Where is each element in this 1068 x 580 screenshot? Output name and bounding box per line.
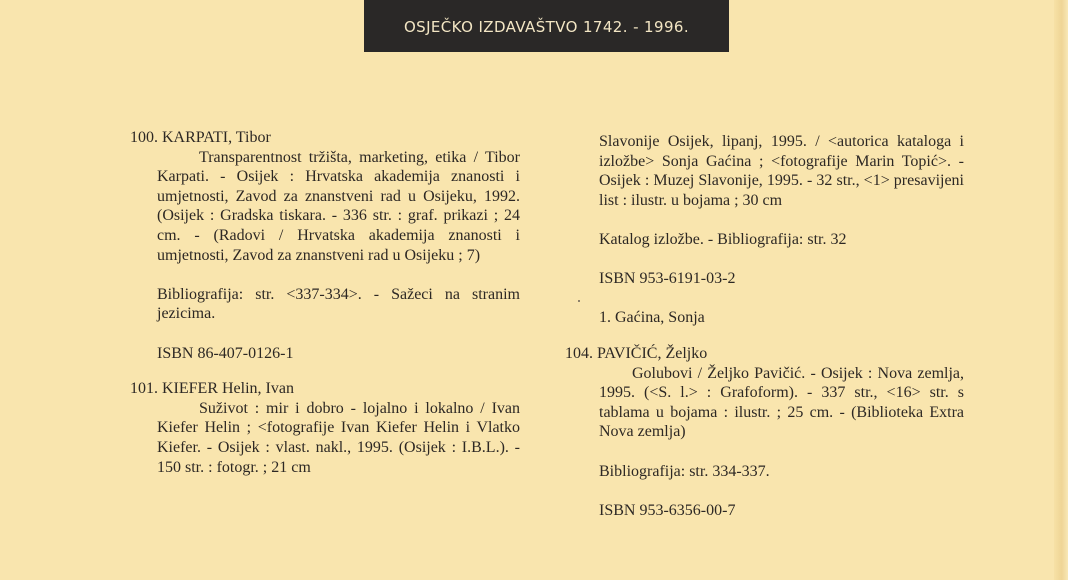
entry-101 — [130, 379, 520, 477]
entry-100 — [130, 128, 520, 363]
entry-note: Katalog izložbe. - Bibliografija: str. 32 — [599, 230, 847, 248]
entry-added-entry: 1. Gaćina, Sonja — [599, 309, 705, 327]
paper-speck — [578, 300, 580, 302]
entry-description: Transparentnost tržišta, marketing, etika / Tibor Karpati. - Osijek : Hrvatska akademija znanosti i umjetnosti, Zavod za znanstveni rad u Osijeku, 1992. (Osijek : Gradska tiskara. - 336 str. : graf. prikazi ; 24 cm. - (Radovi / Hrvatska akademija znanosti i umjetnosti, Zavod za znanstveni rad u Osijeku ; 7) — [157, 148, 520, 264]
entry-104 — [565, 344, 964, 520]
entry-note: Bibliografija: str. 334-337. — [599, 462, 770, 480]
page-header-banner — [364, 0, 729, 52]
entry-note: Bibliografija: str. <337-334>. - Sažeci na stranim jezicima. — [157, 285, 520, 323]
entry-isbn: ISBN 86-407-0126-1 — [157, 344, 294, 362]
right-column — [565, 132, 964, 520]
page-edge-shadow — [1054, 0, 1068, 580]
left-column — [130, 128, 520, 477]
entry-heading: 104. PAVIČIĆ, Željko — [565, 344, 708, 362]
entry-heading: 100. KARPATI, Tibor — [130, 129, 271, 146]
page-header-title: OSJEČKO IZDAVAŠTVO 1742. - 1996. — [403, 18, 690, 36]
entry-isbn: ISBN 953-6191-03-2 — [599, 270, 736, 288]
entry-description: Suživot : mir i dobro - lojalno i lokalno / Ivan Kiefer Helin ; <fotografije Ivan Kiefer Helin i Vlatko Kiefer. - Osijek : vlast. nakl., 1995. (Osijek : I.B.L.). - 150 str. : fotogr. ; 21 cm — [157, 399, 520, 476]
entry-isbn: ISBN 953-6356-00-7 — [599, 501, 736, 519]
entry-continuation: Slavonije Osijek, lipanj, 1995. / <autorica kataloga i izložbe> Sonja Gaćina ; <fotografije Marin Topić>. - Osijek : Muzej Slavonije, 1995. - 32 str., <1> presavijeni list : ilustr. u bojama ; 30 cm — [599, 133, 964, 209]
entry-description: Golubovi / Željko Pavičić. - Osijek : Nova zemlja, 1995. (<S. l.> : Grafoform). - 337 str., <16> str. s tablama u bojama : ilustr. ; 25 cm. - (Biblioteka Extra Nova zemlja) — [599, 364, 964, 441]
entry-heading: 101. KIEFER Helin, Ivan — [130, 380, 294, 398]
